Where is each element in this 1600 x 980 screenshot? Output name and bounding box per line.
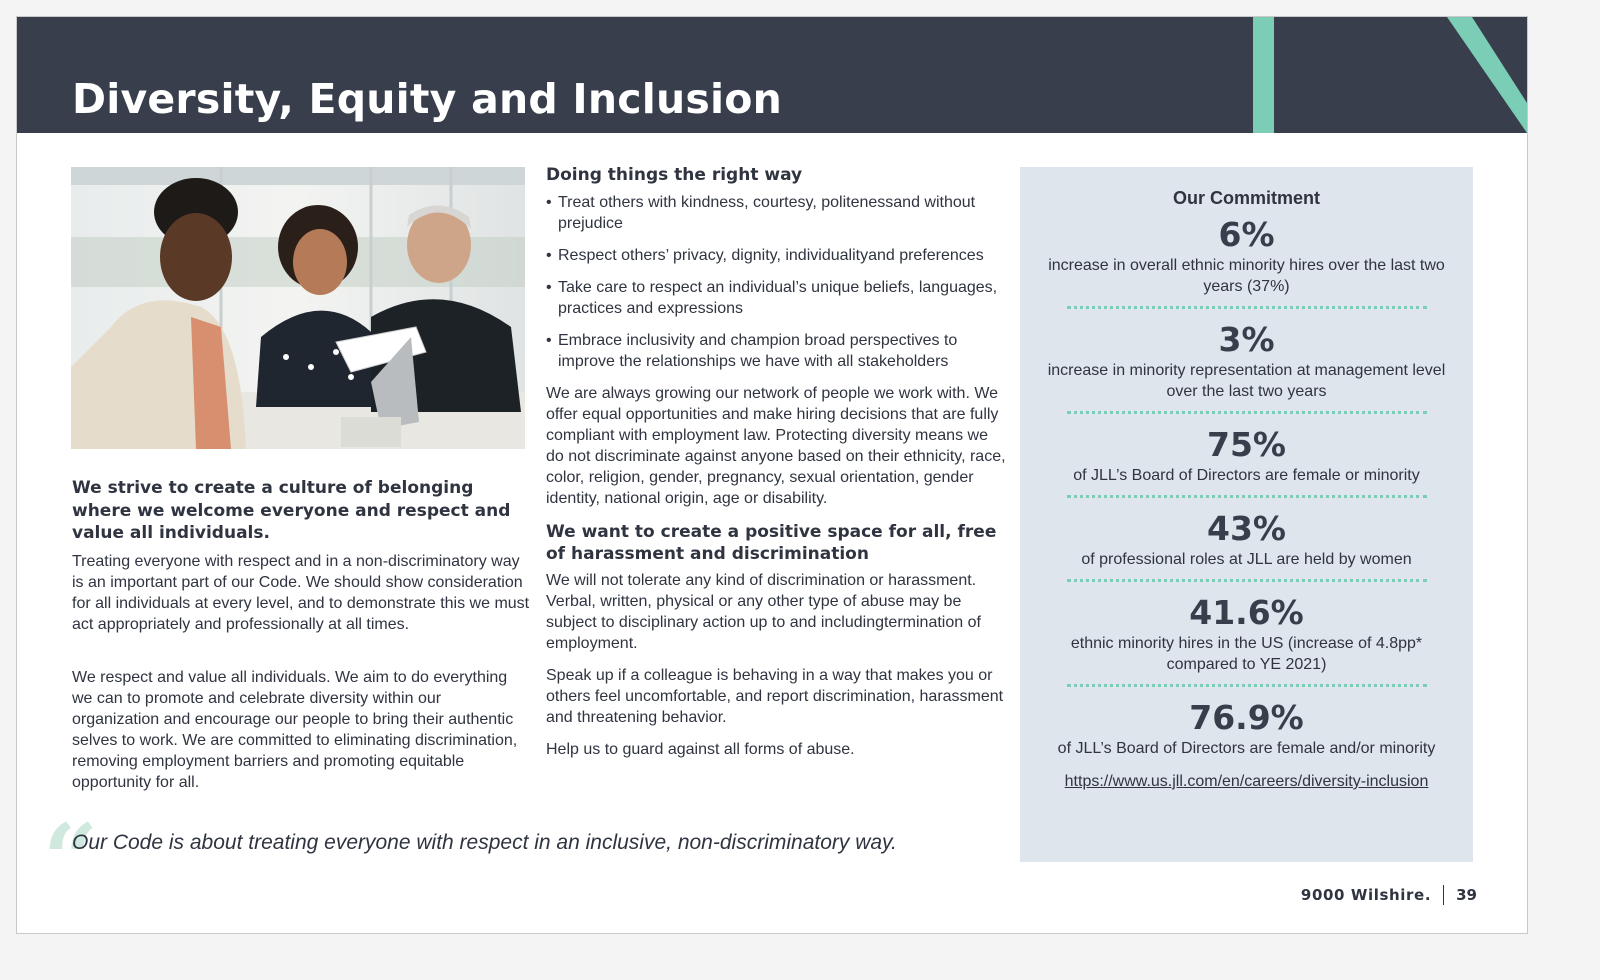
positive-space-paragraph: We will not tolerate any kind of discrimination or harassment. Verbal, written, physical or any other type of abuse may be subject to disciplinary action up to and includingtermination of employment. [546, 572, 981, 652]
page-footer [1301, 885, 1477, 905]
stat-description: increase in minority representation at management level over the last two years [1047, 362, 1446, 400]
page-title: Diversity, Equity and Inclusion [72, 75, 782, 123]
list-item-text: Treat others with kindness, courtesy, politenessand without prejudice [558, 194, 976, 232]
list-item [546, 192, 1006, 234]
right-way-paragraph: We are always growing our network of people we work with. We offer equal opportunities and make hiring decisions that are fully compliant with employment law. Protecting diversity means we do not discriminate against anyone based on their ethnicity, race, color, religion, gender, pregnancy, sexual orientation, gender identity, national origin, age or disability. [546, 385, 1006, 507]
middle-column [546, 164, 1006, 771]
diversity-inclusion-link[interactable]: https://www.us.jll.com/en/careers/diversity-inclusion [1064, 773, 1429, 790]
positive-space-heading: We want to create a positive space for all, free of harassment and discrimination [546, 522, 997, 564]
dotted-divider [1067, 684, 1427, 687]
stat-item [1020, 509, 1473, 570]
stat-item [1020, 425, 1473, 486]
bullet-icon: • [546, 332, 552, 349]
quote-mark-icon: “ [43, 803, 99, 916]
dotted-divider [1067, 579, 1427, 582]
stat-description: ethnic minority hires in the US (increase of 4.8pp* compared to YE 2021) [1070, 635, 1423, 673]
list-item-text: Take care to respect an individual’s unique beliefs, languages, practices and expressions [558, 279, 998, 317]
stat-description: of JLL’s Board of Directors are female or minority [1073, 467, 1420, 484]
commitment-panel [1020, 167, 1473, 862]
positive-space-paragraph: Help us to guard against all forms of abuse. [546, 741, 855, 758]
list-item [546, 330, 1006, 372]
intro-paragraph: We respect and value all individuals. We aim to do everything we can to promote and celebrate diversity within our organization and encourage our people to bring their authentic selves to work. We are committed to eliminating discrimination, removing employment barriers and promoting equitable opportunity for all. [72, 669, 518, 791]
dotted-divider [1067, 411, 1427, 414]
stat-value: 76.9% [1189, 698, 1304, 737]
footer-brand: 9000 Wilshire. [1300, 886, 1432, 904]
stat-value: 75% [1207, 425, 1286, 464]
list-item-text: Embrace inclusivity and champion broad perspectives to improve the relationships we have with all stakeholders [558, 332, 958, 370]
pull-quote: Our Code is about treating everyone with respect in an inclusive, non-discriminatory way. [72, 831, 897, 854]
stat-value: 41.6% [1189, 593, 1304, 632]
document-page [16, 16, 1528, 934]
stat-item [1020, 320, 1473, 402]
right-way-list [546, 192, 1006, 372]
intro-paragraph: Treating everyone with respect and in a non-discriminatory way is an important part of our Code. We should show consideration for all individuals at every level, and to demonstrate this we must act appropriately and professionally at all times. [72, 553, 530, 633]
bullet-icon: • [546, 194, 552, 211]
intro-heading: We strive to create a culture of belonging where we welcome everyone and respect and value all individuals. [72, 478, 511, 543]
stat-value: 43% [1207, 509, 1286, 548]
stat-description: of professional roles at JLL are held by women [1081, 551, 1412, 568]
header-banner [17, 17, 1527, 133]
stat-description: increase in overall ethnic minority hires over the last two years (37%) [1048, 257, 1445, 295]
stat-item [1020, 698, 1473, 759]
positive-space-paragraph: Speak up if a colleague is behaving in a way that makes you or others feel uncomfortable, and report discrimination, harassment and threatening behavior. [546, 667, 1004, 726]
dotted-divider [1067, 306, 1427, 309]
stat-item [1020, 215, 1473, 297]
right-way-heading: Doing things the right way [546, 165, 803, 185]
stat-description: of JLL’s Board of Directors are female and/or minority [1057, 740, 1436, 757]
list-item [546, 277, 1006, 319]
stat-item [1020, 593, 1473, 675]
people-meeting-photo [71, 167, 525, 449]
stat-value: 6% [1218, 215, 1275, 254]
bullet-icon: • [546, 247, 552, 264]
stat-value: 3% [1218, 320, 1275, 359]
bullet-icon: • [546, 279, 552, 296]
footer-divider [1443, 885, 1444, 905]
list-item [546, 245, 1006, 266]
list-item-text: Respect others’ privacy, dignity, individualityand preferences [558, 247, 984, 264]
dotted-divider [1067, 495, 1427, 498]
commitment-title: Our Commitment [1172, 188, 1320, 208]
page-number: 39 [1456, 886, 1477, 904]
